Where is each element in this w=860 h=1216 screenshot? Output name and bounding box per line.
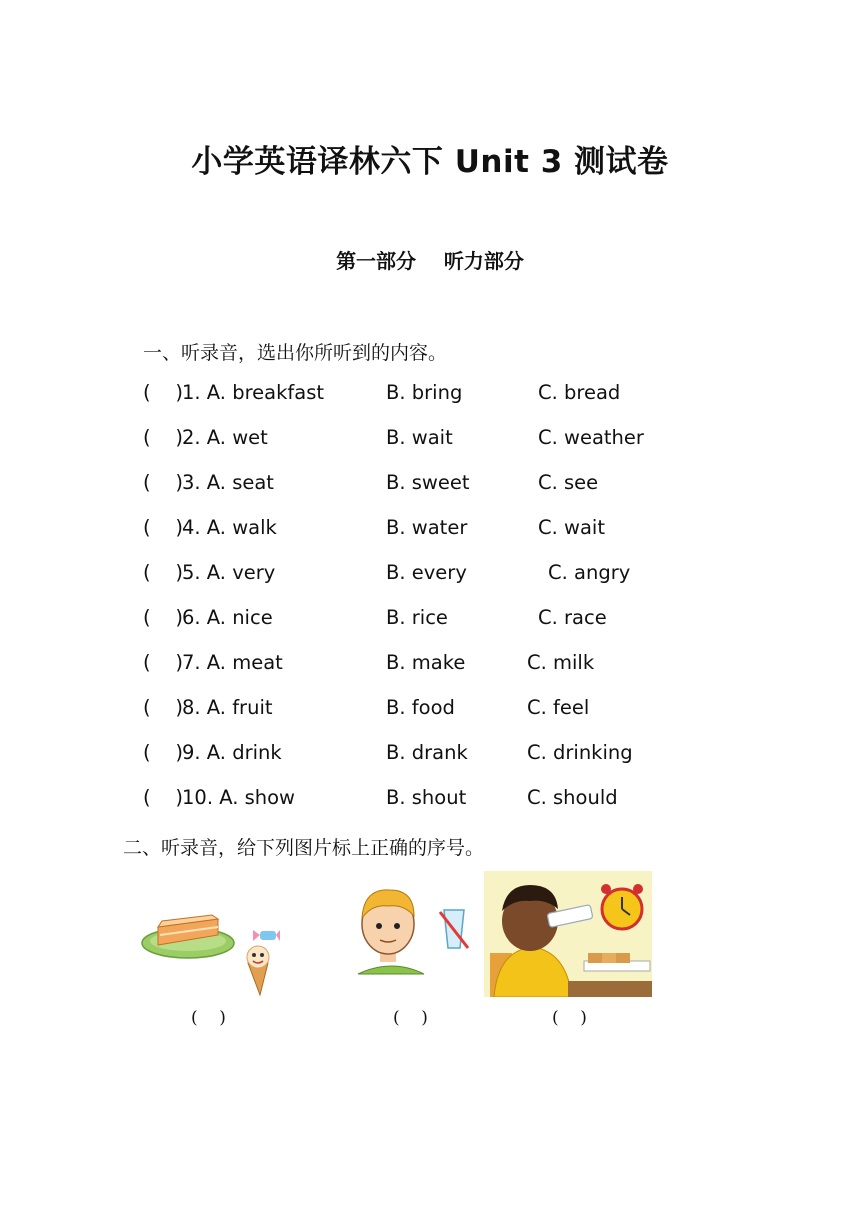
answer-paren: ( ) <box>143 606 184 629</box>
option-c: C. milk <box>527 651 595 674</box>
answer-paren: ( ) <box>143 516 184 539</box>
answer-paren: ( ) <box>143 651 184 674</box>
question-row <box>143 426 703 456</box>
page-title: 小学英语译林六下 Unit 3 测试卷 <box>191 144 669 180</box>
option-b: B. make <box>386 651 466 674</box>
ice-cream-icon <box>247 946 269 995</box>
option-a: 10. A. show <box>182 786 296 809</box>
option-a: 4. A. walk <box>182 516 277 539</box>
option-a: 8. A. fruit <box>182 696 273 719</box>
option-a: 9. A. drink <box>182 741 282 764</box>
question-row <box>143 786 703 816</box>
picture-answer-blank: ( ) <box>191 1008 226 1028</box>
option-b: B. wait <box>386 426 453 449</box>
answer-paren: ( ) <box>143 561 184 584</box>
option-c: C. race <box>538 606 607 629</box>
option-c: C. drinking <box>527 741 633 764</box>
option-c: C. weather <box>538 426 644 449</box>
question-row <box>143 471 703 501</box>
option-c: C. bread <box>538 381 621 404</box>
option-b: B. water <box>386 516 468 539</box>
option-c: C. feel <box>527 696 590 719</box>
option-a: 3. A. seat <box>182 471 274 494</box>
section-one-heading: 一、听录音，选出你所听到的内容。 <box>143 342 448 364</box>
option-c: C. angry <box>548 561 631 584</box>
picture-answer-blank: ( ) <box>552 1008 587 1028</box>
boy-no-water-picture <box>352 882 482 978</box>
answer-paren: ( ) <box>143 426 184 449</box>
option-a: 7. A. meat <box>182 651 283 674</box>
question-row <box>143 561 703 591</box>
answer-paren: ( ) <box>143 786 184 809</box>
option-c: C. wait <box>538 516 605 539</box>
option-b: B. bring <box>386 381 463 404</box>
option-a: 1. A. breakfast <box>182 381 325 404</box>
section-two-heading: 二、听录音，给下列图片标上正确的序号。 <box>123 837 485 859</box>
option-a: 5. A. very <box>182 561 276 584</box>
answer-paren: ( ) <box>143 696 184 719</box>
option-b: B. food <box>386 696 455 719</box>
question-row <box>143 696 703 726</box>
question-row <box>143 651 703 681</box>
cake-icecream-picture <box>140 905 280 997</box>
candy-icon <box>253 930 280 941</box>
answer-paren: ( ) <box>143 471 184 494</box>
option-b: B. every <box>386 561 467 584</box>
option-b: B. shout <box>386 786 467 809</box>
question-row <box>143 381 703 411</box>
option-b: B. rice <box>386 606 448 629</box>
part-heading: 第一部分 听力部分 <box>336 249 524 273</box>
answer-paren: ( ) <box>143 381 184 404</box>
glass-crossed-icon <box>440 910 468 948</box>
option-a: 2. A. wet <box>182 426 268 449</box>
option-b: B. drank <box>386 741 468 764</box>
option-b: B. sweet <box>386 471 470 494</box>
picture-answer-blank: ( ) <box>393 1008 428 1028</box>
question-row <box>143 606 703 636</box>
option-c: C. should <box>527 786 618 809</box>
boy-drinking-milk-picture <box>484 871 652 997</box>
question-row <box>143 516 703 546</box>
option-c: C. see <box>538 471 599 494</box>
option-a: 6. A. nice <box>182 606 273 629</box>
answer-paren: ( ) <box>143 741 184 764</box>
alarm-clock-icon <box>601 884 643 929</box>
question-row <box>143 741 703 771</box>
